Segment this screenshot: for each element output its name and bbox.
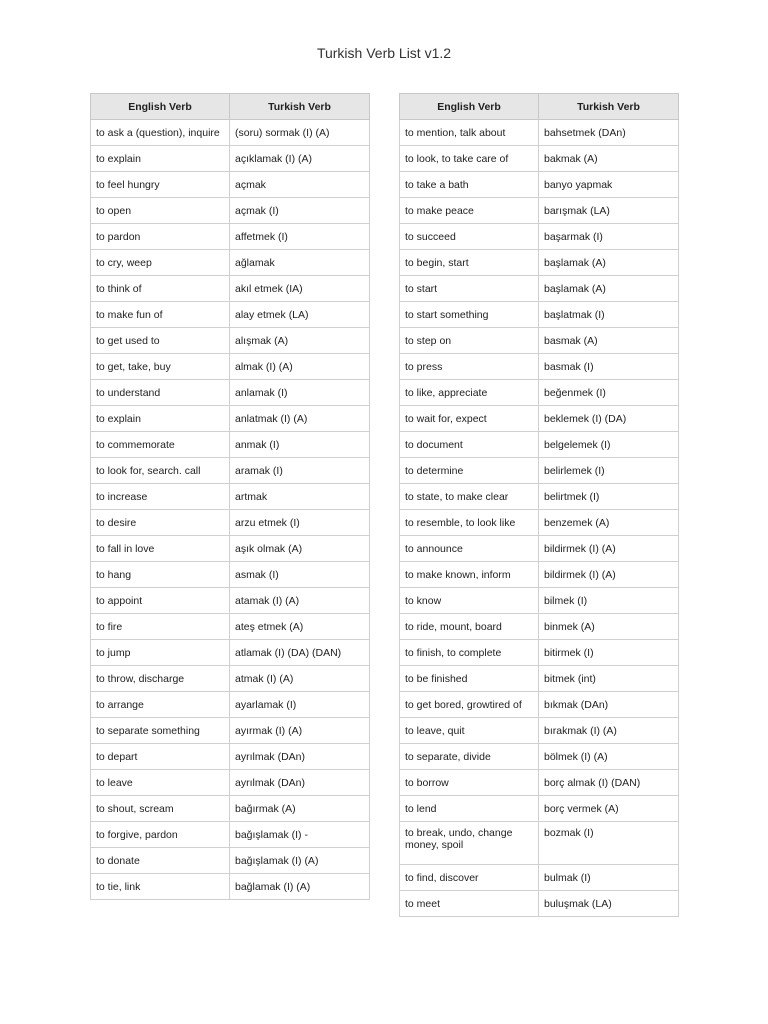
turkish-verb-cell: anmak (I) — [230, 432, 370, 458]
table-row — [400, 276, 679, 302]
turkish-verb-cell: arzu etmek (I) — [230, 510, 370, 536]
english-verb-cell: to break, undo, change money, spoil — [400, 822, 539, 865]
english-verb-cell: to step on — [400, 328, 539, 354]
table-row — [91, 614, 370, 640]
table-row — [91, 666, 370, 692]
english-verb-cell: to succeed — [400, 224, 539, 250]
turkish-verb-cell: bakmak (A) — [539, 146, 679, 172]
header-english-verb: English Verb — [400, 94, 539, 120]
verb-table-left-body — [91, 120, 370, 900]
table-row — [91, 302, 370, 328]
table-row — [91, 172, 370, 198]
english-verb-cell: to feel hungry — [91, 172, 230, 198]
english-verb-cell: to determine — [400, 458, 539, 484]
turkish-verb-cell: bırakmak (I) (A) — [539, 718, 679, 744]
table-row — [400, 224, 679, 250]
turkish-verb-cell: başlamak (A) — [539, 276, 679, 302]
table-row — [91, 822, 370, 848]
table-row — [91, 146, 370, 172]
table-row — [91, 796, 370, 822]
english-verb-cell: to resemble, to look like — [400, 510, 539, 536]
english-verb-cell: to make peace — [400, 198, 539, 224]
table-row — [400, 432, 679, 458]
table-row — [91, 848, 370, 874]
english-verb-cell: to increase — [91, 484, 230, 510]
table-row — [400, 770, 679, 796]
english-verb-cell: to explain — [91, 406, 230, 432]
table-header-row — [91, 94, 370, 120]
turkish-verb-cell: alışmak (A) — [230, 328, 370, 354]
turkish-verb-cell: başarmak (I) — [539, 224, 679, 250]
english-verb-cell: to get, take, buy — [91, 354, 230, 380]
english-verb-cell: to get bored, growtired of — [400, 692, 539, 718]
turkish-verb-cell: affetmek (I) — [230, 224, 370, 250]
verb-table-right-body — [400, 120, 679, 917]
turkish-verb-cell: bağırmak (A) — [230, 796, 370, 822]
table-row — [91, 120, 370, 146]
table-row — [400, 302, 679, 328]
english-verb-cell: to ride, mount, board — [400, 614, 539, 640]
turkish-verb-cell: atmak (I) (A) — [230, 666, 370, 692]
table-header-row — [400, 94, 679, 120]
turkish-verb-cell: belirtmek (I) — [539, 484, 679, 510]
turkish-verb-cell: bildirmek (I) (A) — [539, 562, 679, 588]
english-verb-cell: to separate, divide — [400, 744, 539, 770]
english-verb-cell: to fall in love — [91, 536, 230, 562]
turkish-verb-cell: belgelemek (I) — [539, 432, 679, 458]
table-row — [400, 588, 679, 614]
english-verb-cell: to be finished — [400, 666, 539, 692]
table-row — [400, 796, 679, 822]
english-verb-cell: to fire — [91, 614, 230, 640]
table-row — [91, 198, 370, 224]
table-row — [400, 891, 679, 917]
turkish-verb-cell: açmak (I) — [230, 198, 370, 224]
table-row — [91, 328, 370, 354]
table-row — [400, 692, 679, 718]
table-row — [91, 458, 370, 484]
english-verb-cell: to meet — [400, 891, 539, 917]
english-verb-cell: to wait for, expect — [400, 406, 539, 432]
english-verb-cell: to state, to make clear — [400, 484, 539, 510]
turkish-verb-cell: bağışlamak (I) - — [230, 822, 370, 848]
turkish-verb-cell: başlatmak (I) — [539, 302, 679, 328]
verb-table-right — [399, 93, 679, 917]
english-verb-cell: to pardon — [91, 224, 230, 250]
english-verb-cell: to start — [400, 276, 539, 302]
table-row — [400, 120, 679, 146]
table-row — [400, 198, 679, 224]
turkish-verb-cell: bilmek (I) — [539, 588, 679, 614]
english-verb-cell: to look, to take care of — [400, 146, 539, 172]
turkish-verb-cell: atamak (I) (A) — [230, 588, 370, 614]
table-row — [400, 718, 679, 744]
turkish-verb-cell: banyo yapmak — [539, 172, 679, 198]
table-row — [400, 172, 679, 198]
turkish-verb-cell: buluşmak (LA) — [539, 891, 679, 917]
turkish-verb-cell: bozmak (I) — [539, 822, 679, 865]
header-english-verb: English Verb — [91, 94, 230, 120]
english-verb-cell: to get used to — [91, 328, 230, 354]
table-row — [91, 536, 370, 562]
english-verb-cell: to open — [91, 198, 230, 224]
english-verb-cell: to leave — [91, 770, 230, 796]
english-verb-cell: to look for, search. call — [91, 458, 230, 484]
english-verb-cell: to throw, discharge — [91, 666, 230, 692]
turkish-verb-cell: ağlamak — [230, 250, 370, 276]
turkish-verb-cell: basmak (I) — [539, 354, 679, 380]
table-row — [400, 562, 679, 588]
turkish-verb-cell: beklemek (I) (DA) — [539, 406, 679, 432]
english-verb-cell: to know — [400, 588, 539, 614]
table-row — [91, 718, 370, 744]
table-row — [91, 510, 370, 536]
turkish-verb-cell: bitmek (int) — [539, 666, 679, 692]
english-verb-cell: to lend — [400, 796, 539, 822]
turkish-verb-cell: bitirmek (I) — [539, 640, 679, 666]
table-row — [91, 484, 370, 510]
turkish-verb-cell: borç almak (I) (DAN) — [539, 770, 679, 796]
turkish-verb-cell: anlatmak (I) (A) — [230, 406, 370, 432]
english-verb-cell: to forgive, pardon — [91, 822, 230, 848]
table-row — [400, 510, 679, 536]
english-verb-cell: to make fun of — [91, 302, 230, 328]
table-row — [91, 224, 370, 250]
table-row — [91, 406, 370, 432]
turkish-verb-cell: aşık olmak (A) — [230, 536, 370, 562]
english-verb-cell: to find, discover — [400, 865, 539, 891]
table-row — [400, 865, 679, 891]
english-verb-cell: to begin, start — [400, 250, 539, 276]
turkish-verb-cell: aramak (I) — [230, 458, 370, 484]
turkish-verb-cell: ayrılmak (DAn) — [230, 744, 370, 770]
table-row — [91, 354, 370, 380]
english-verb-cell: to desire — [91, 510, 230, 536]
turkish-verb-cell: artmak — [230, 484, 370, 510]
table-row — [400, 640, 679, 666]
table-row — [91, 432, 370, 458]
english-verb-cell: to explain — [91, 146, 230, 172]
turkish-verb-cell: bildirmek (I) (A) — [539, 536, 679, 562]
table-row — [91, 562, 370, 588]
table-row — [91, 250, 370, 276]
turkish-verb-cell: barışmak (LA) — [539, 198, 679, 224]
turkish-verb-cell: ayarlamak (I) — [230, 692, 370, 718]
header-turkish-verb: Turkish Verb — [539, 94, 679, 120]
english-verb-cell: to like, appreciate — [400, 380, 539, 406]
english-verb-cell: to arrange — [91, 692, 230, 718]
english-verb-cell: to appoint — [91, 588, 230, 614]
english-verb-cell: to commemorate — [91, 432, 230, 458]
english-verb-cell: to finish, to complete — [400, 640, 539, 666]
turkish-verb-cell: bağlamak (I) (A) — [230, 874, 370, 900]
table-row — [91, 692, 370, 718]
turkish-verb-cell: borç vermek (A) — [539, 796, 679, 822]
table-row — [91, 744, 370, 770]
turkish-verb-cell: açıklamak (I) (A) — [230, 146, 370, 172]
turkish-verb-cell: atlamak (I) (DA) (DAN) — [230, 640, 370, 666]
english-verb-cell: to jump — [91, 640, 230, 666]
turkish-verb-cell: bölmek (I) (A) — [539, 744, 679, 770]
english-verb-cell: to borrow — [400, 770, 539, 796]
english-verb-cell: to think of — [91, 276, 230, 302]
table-row — [400, 380, 679, 406]
table-row — [400, 614, 679, 640]
table-row — [400, 744, 679, 770]
english-verb-cell: to donate — [91, 848, 230, 874]
turkish-verb-cell: bulmak (I) — [539, 865, 679, 891]
table-row — [91, 770, 370, 796]
header-turkish-verb: Turkish Verb — [230, 94, 370, 120]
page-title: Turkish Verb List v1.2 — [316, 45, 452, 61]
turkish-verb-cell: basmak (A) — [539, 328, 679, 354]
table-row — [91, 640, 370, 666]
turkish-verb-cell: başlamak (A) — [539, 250, 679, 276]
english-verb-cell: to leave, quit — [400, 718, 539, 744]
table-row — [400, 822, 679, 865]
turkish-verb-cell: ateş etmek (A) — [230, 614, 370, 640]
english-verb-cell: to separate something — [91, 718, 230, 744]
turkish-verb-cell: belirlemek (I) — [539, 458, 679, 484]
turkish-verb-cell: benzemek (A) — [539, 510, 679, 536]
turkish-verb-cell: bağışlamak (I) (A) — [230, 848, 370, 874]
table-row — [91, 588, 370, 614]
table-row — [400, 406, 679, 432]
table-row — [400, 536, 679, 562]
english-verb-cell: to mention, talk about — [400, 120, 539, 146]
turkish-verb-cell: ayırmak (I) (A) — [230, 718, 370, 744]
english-verb-cell: to press — [400, 354, 539, 380]
english-verb-cell: to ask a (question), inquire — [91, 120, 230, 146]
turkish-verb-cell: anlamak (I) — [230, 380, 370, 406]
table-row — [400, 354, 679, 380]
table-row — [91, 380, 370, 406]
table-row — [400, 146, 679, 172]
verb-table-left — [90, 93, 370, 900]
turkish-verb-cell: almak (I) (A) — [230, 354, 370, 380]
turkish-verb-cell: ayrılmak (DAn) — [230, 770, 370, 796]
turkish-verb-cell: bahsetmek (DAn) — [539, 120, 679, 146]
english-verb-cell: to understand — [91, 380, 230, 406]
turkish-verb-cell: açmak — [230, 172, 370, 198]
turkish-verb-cell: binmek (A) — [539, 614, 679, 640]
turkish-verb-cell: alay etmek (LA) — [230, 302, 370, 328]
table-row — [91, 874, 370, 900]
table-row — [400, 328, 679, 354]
turkish-verb-cell: beğenmek (I) — [539, 380, 679, 406]
english-verb-cell: to take a bath — [400, 172, 539, 198]
turkish-verb-cell: asmak (I) — [230, 562, 370, 588]
turkish-verb-cell: bıkmak (DAn) — [539, 692, 679, 718]
english-verb-cell: to document — [400, 432, 539, 458]
turkish-verb-cell: akıl etmek (IA) — [230, 276, 370, 302]
table-row — [400, 250, 679, 276]
table-row — [400, 458, 679, 484]
english-verb-cell: to hang — [91, 562, 230, 588]
table-row — [400, 666, 679, 692]
turkish-verb-cell: (soru) sormak (I) (A) — [230, 120, 370, 146]
table-row — [400, 484, 679, 510]
english-verb-cell: to depart — [91, 744, 230, 770]
table-row — [91, 276, 370, 302]
english-verb-cell: to cry, weep — [91, 250, 230, 276]
english-verb-cell: to tie, link — [91, 874, 230, 900]
english-verb-cell: to shout, scream — [91, 796, 230, 822]
english-verb-cell: to start something — [400, 302, 539, 328]
english-verb-cell: to announce — [400, 536, 539, 562]
english-verb-cell: to make known, inform — [400, 562, 539, 588]
